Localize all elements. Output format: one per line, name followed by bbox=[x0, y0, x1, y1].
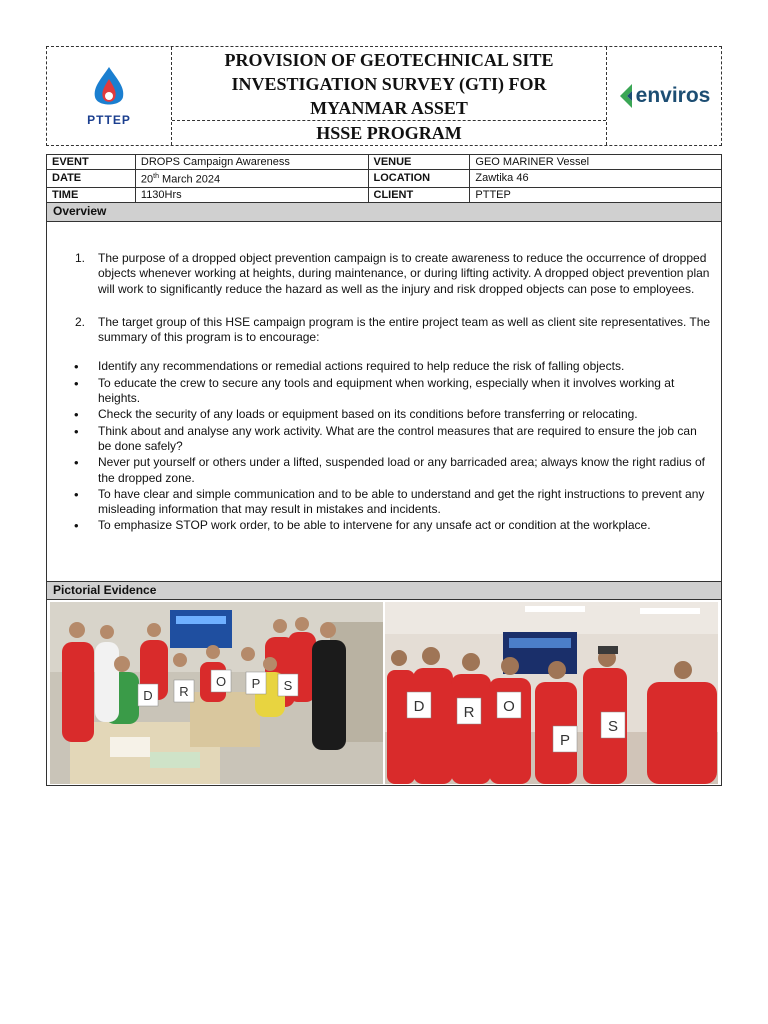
document-subtitle: HSSE PROGRAM bbox=[316, 122, 462, 143]
time-value: 1130Hrs bbox=[135, 187, 368, 202]
location-label: LOCATION bbox=[368, 170, 470, 188]
list-number: 2. bbox=[75, 314, 86, 329]
sign-letter: P bbox=[559, 732, 571, 749]
date-rest: March 2024 bbox=[158, 173, 221, 186]
sign-letter: P bbox=[251, 676, 261, 691]
sign-letter: S bbox=[283, 678, 293, 693]
enviros-logo bbox=[606, 47, 721, 145]
numbered-list bbox=[47, 251, 721, 345]
list-item: • Never put yourself or others under a lifted, suspended load or any barricaded area; always know the right radius of the dropped zone. bbox=[47, 455, 721, 486]
table-row bbox=[47, 187, 722, 202]
campaign-photo-2 bbox=[385, 602, 718, 784]
event-label: EVENT bbox=[47, 155, 136, 170]
list-item bbox=[47, 315, 721, 346]
table-row bbox=[47, 155, 722, 170]
sign-letter: R bbox=[463, 704, 475, 721]
client-label: CLIENT bbox=[368, 187, 470, 202]
bullet-list bbox=[47, 359, 721, 533]
sign-letter: D bbox=[143, 688, 153, 703]
overview-content bbox=[47, 251, 721, 535]
document-title-cell bbox=[172, 47, 606, 121]
event-value: DROPS Campaign Awareness bbox=[135, 155, 368, 170]
location-value: Zawtika 46 bbox=[470, 170, 722, 188]
client-value: PTTEP bbox=[470, 187, 722, 202]
sign-letter: D bbox=[413, 698, 425, 715]
sign-letter: S bbox=[607, 718, 619, 735]
list-number: 1. bbox=[75, 251, 86, 265]
enviros-logo-text: enviros bbox=[635, 84, 711, 107]
table-row bbox=[47, 170, 722, 188]
list-item: • Think about and analyse any work activity. What are the control measures that are required to ensure the job can be done safely? bbox=[47, 424, 721, 455]
venue-label: VENUE bbox=[368, 155, 470, 170]
list-item: • Check the security of any loads or equipment based on its conditions before transferring or relocating. bbox=[47, 407, 721, 422]
document-title: PROVISION OF GEOTECHNICAL SITE INVESTIGATION SURVEY (GTI) FOR MYANMAR ASSET bbox=[224, 49, 554, 118]
pttep-flame-icon bbox=[89, 65, 129, 111]
document-header bbox=[46, 46, 722, 146]
pictorial-evidence-heading: Pictorial Evidence bbox=[47, 581, 721, 600]
sign-letter: O bbox=[215, 674, 227, 689]
enviros-leaf-icon bbox=[618, 83, 634, 109]
pttep-logo bbox=[47, 47, 172, 145]
campaign-photo-1 bbox=[50, 602, 383, 784]
date-label: DATE bbox=[47, 170, 136, 188]
list-item bbox=[47, 251, 721, 297]
list-item: • To emphasize STOP work order, to be able to intervene for any unsafe act or condition at the workplace. bbox=[47, 518, 721, 533]
list-item: • To have clear and simple communication and to be able to understand and get the right instructions to prevent any misleading information that may result in mistakes and incidents. bbox=[47, 487, 721, 518]
sign-letter: O bbox=[503, 698, 515, 715]
event-info-table bbox=[46, 154, 722, 203]
date-ordinal: th bbox=[153, 173, 159, 180]
overview-heading: Overview bbox=[47, 203, 721, 222]
list-text: The purpose of a dropped object prevention campaign is to create awareness to reduce the occurrence of dropped objects whenever working at heights, during maintenance, or during lifting activity. A dropped object prevention plan will work to significantly reduce the hazard as well as the injury and risk dropped objects can pose to employees. bbox=[98, 251, 710, 296]
list-item: • To educate the crew to secure any tools and equipment when working, especially when it involves working at heights. bbox=[47, 376, 721, 407]
sign-letter: R bbox=[179, 684, 189, 699]
report-body bbox=[46, 202, 722, 786]
list-text: The target group of this HSE campaign program is the entire project team as well as client site representatives. The summary of this program is to encourage: bbox=[98, 314, 711, 345]
date-day: 20 bbox=[140, 173, 154, 186]
pttep-logo-text: PTTEP bbox=[87, 113, 131, 127]
list-item: • Identify any recommendations or remedial actions required to help reduce the risk of falling objects. bbox=[47, 359, 721, 374]
date-value bbox=[135, 170, 368, 188]
venue-value: GEO MARINER Vessel bbox=[470, 155, 722, 170]
time-label: TIME bbox=[47, 187, 136, 202]
